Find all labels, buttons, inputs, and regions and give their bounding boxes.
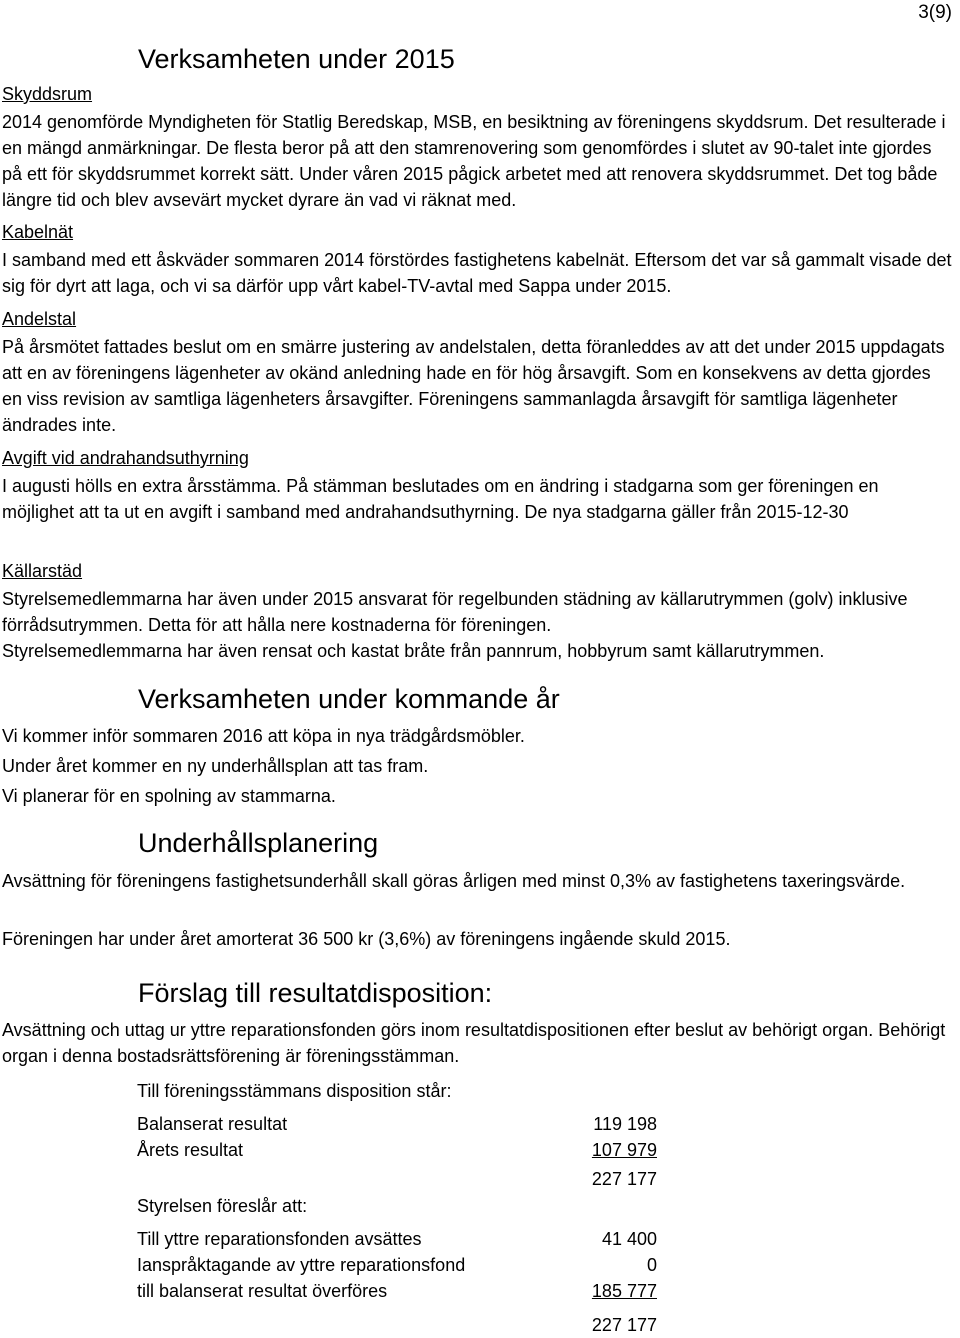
- paragraph-andelstal: På årsmötet fattades beslut om en smärre justering av andelstalen, detta föranleddes av att det under 2015 uppdagats att en av föreningens lägenheter av okänd anledning hade en för hög årsavgift. Som en konsekvens av detta gjordes en viss revision av samtliga lägenheters årsavgifter. Föreningens sammanlagda årsavgift för samtliga lägenheter ändrades inte.: [2, 337, 945, 435]
- page-number: 3(9): [918, 2, 952, 23]
- sum-row: [137, 1166, 657, 1192]
- sum-row: [137, 1312, 657, 1338]
- row-value: 107 979: [591, 1140, 657, 1160]
- row-label: Till yttre reparationsfonden avsättes: [137, 1229, 422, 1249]
- section-heading-resultatdisposition: Förslag till resultatdisposition:: [138, 978, 493, 1008]
- row-label: Årets resultat: [137, 1140, 244, 1160]
- table-row: [137, 1137, 657, 1163]
- row-label: Balanserat resultat: [137, 1114, 288, 1134]
- section-heading-kommande-ar: Verksamheten under kommande år: [138, 684, 560, 714]
- row-value: 119 198: [593, 1114, 657, 1134]
- paragraph-skyddsrum: 2014 genomförde Myndigheten för Statlig Beredskap, MSB, en besiktning av föreningens skyddsrum. Det resulterade i en mängd anmärkningar. De flesta beror på att den stamrenovering som genomfördes i slutet av 90-talet inte gjordes på ett för skyddsrummet korrekt sätt. Under våren 2015 pågick arbetet med att renovera skyddsrummet. Det tog både längre tid och blev avsevärt mycket dyrare än vad vi räknat med.: [2, 112, 946, 210]
- subsection-title-andrahand: Avgift vid andrahandsuthyrning: [2, 448, 249, 468]
- paragraph-kallarstad-2: Styrelsemedlemmarna har även rensat och kastat bråte från pannrum, hobbyrum samt källarutrymmen.: [2, 641, 825, 661]
- paragraph-andrahand: I augusti hölls en extra årsstämma. På stämman beslutades om en ändring i stadgarna som ger föreningen en möjlighet att ta ut en avgift i samband med andrahandsuthyrning. De nya stadgarna gäller från 2015-12-30: [2, 476, 879, 522]
- row-value: 0: [646, 1255, 657, 1275]
- table-row: [137, 1111, 657, 1137]
- line-tradgardsmobler: Vi kommer inför sommaren 2016 att köpa in nya trädgårdsmöbler.: [2, 726, 525, 746]
- subsection-title-skyddsrum: Skyddsrum: [2, 84, 93, 104]
- subsection-title-andelstal: Andelstal: [2, 309, 77, 329]
- sum-value: 227 177: [591, 1315, 657, 1335]
- table-row: [137, 1226, 657, 1252]
- section-heading-verksamheten-2015: Verksamheten under 2015: [138, 44, 455, 74]
- disposition-label-row: [137, 1078, 657, 1104]
- table-row: [137, 1278, 657, 1304]
- line-underhallsplan: Under året kommer en ny underhållsplan att tas fram.: [2, 756, 429, 776]
- table-row: [137, 1252, 657, 1278]
- row-label: till balanserat resultat överföres: [137, 1281, 388, 1301]
- section-heading-underhallsplanering: Underhållsplanering: [138, 828, 379, 858]
- line-spolning: Vi planerar för en spolning av stammarna.: [2, 786, 336, 806]
- row-value: 185 777: [591, 1281, 657, 1301]
- paragraph-kallarstad: Styrelsemedlemmarna har även under 2015 ansvarat för regelbunden städning av källarutrymmen (golv) inklusive förrådsutrymmen. Detta för att hålla nere kostnaderna för föreningen.: [2, 589, 908, 635]
- paragraph-amortering: Föreningen har under året amorterat 36 500 kr (3,6%) av föreningens ingående skuld 2015.: [2, 929, 731, 949]
- paragraph-kabelnat: I samband med ett åskväder sommaren 2014 förstördes fastighetens kabelnät. Eftersom det var så gammalt visade det sig för dyrt att laga, och vi sa därför upp vårt kabel-TV-avtal med Sappa under 2015.: [2, 250, 952, 296]
- sum-value: 227 177: [591, 1169, 657, 1189]
- proposal-label: Styrelsen föreslår att:: [137, 1196, 308, 1216]
- subsection-title-kallarstad: Källarstäd: [2, 561, 83, 581]
- row-label: Ianspråktagande av yttre reparationsfond: [137, 1255, 466, 1275]
- proposal-label-row: [137, 1193, 657, 1219]
- paragraph-resultatdisposition-intro: Avsättning och uttag ur yttre reparationsfonden görs inom resultatdispositionen efter beslut av behörigt organ. Behörigt organ i denna bostadsrättsförening är föreningsstämman.: [2, 1020, 946, 1066]
- disposition-label: Till föreningsstämmans disposition står:: [137, 1081, 452, 1101]
- row-value: 41 400: [601, 1229, 657, 1249]
- subsection-title-kabelnat: Kabelnät: [2, 222, 74, 242]
- paragraph-underhall-avsattning: Avsättning för föreningens fastighetsunderhåll skall göras årligen med minst 0,3% av fastighetens taxeringsvärde.: [2, 871, 906, 891]
